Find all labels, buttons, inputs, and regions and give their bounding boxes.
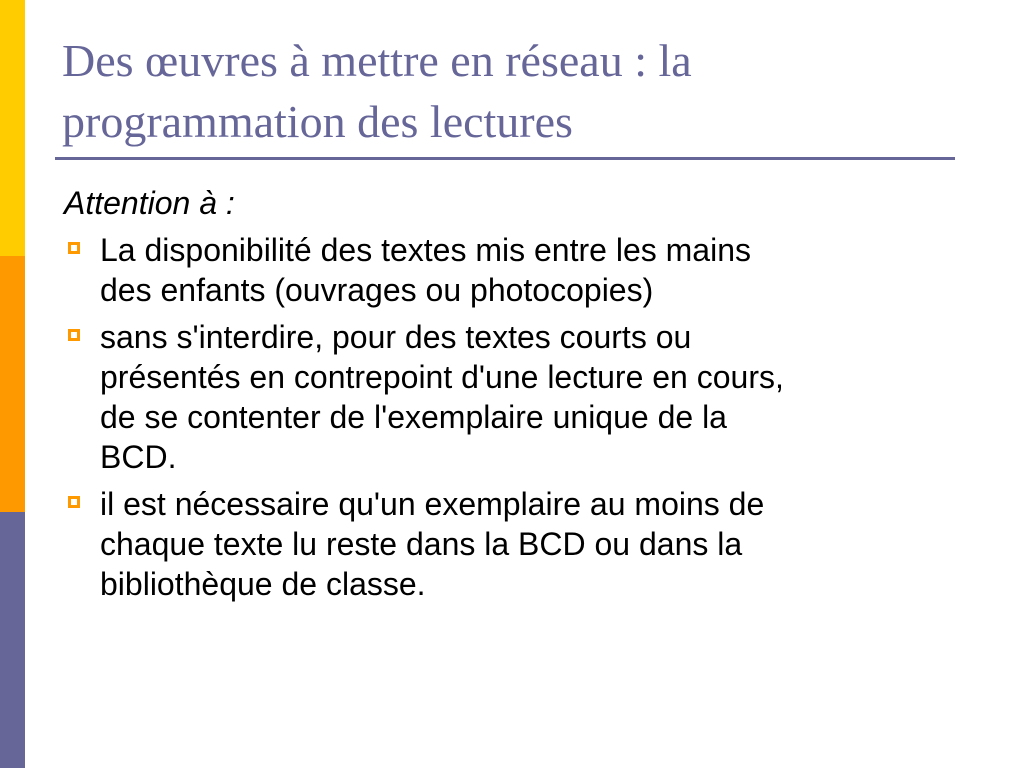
bullet-line: sans s'interdire, pour des textes courts ou	[100, 319, 692, 355]
bullet-item	[64, 317, 964, 477]
slide-body	[64, 183, 964, 611]
slide-title-line: programmation des lectures	[62, 96, 573, 147]
hollow-square-bullet-icon	[68, 242, 80, 254]
bullet-line: de se contenter de l'exemplaire unique de la	[100, 399, 727, 435]
hollow-square-bullet-icon	[68, 329, 80, 341]
bullet-item	[64, 484, 964, 604]
bullet-line: bibliothèque de classe.	[100, 566, 426, 602]
slide-title-line: Des œuvres à mettre en réseau : la	[62, 35, 692, 86]
bullet-line: La disponibilité des textes mis entre les mains	[100, 232, 751, 268]
slide-title	[62, 30, 962, 152]
title-underline-rule	[55, 157, 955, 160]
bullet-line: présentés en contrepoint d'une lecture en cours,	[100, 359, 784, 395]
side-accent-bar-purple	[0, 512, 25, 768]
hollow-square-bullet-icon	[68, 496, 80, 508]
bullet-item	[64, 230, 964, 310]
bullet-line: des enfants (ouvrages ou photocopies)	[100, 272, 654, 308]
bullet-line: il est nécessaire qu'un exemplaire au moins de	[100, 486, 765, 522]
bullet-line: BCD.	[100, 439, 177, 475]
side-accent-bar-yellow	[0, 0, 25, 256]
side-accent-bar-orange	[0, 256, 25, 512]
bullet-line: chaque texte lu reste dans la BCD ou dans la	[100, 526, 743, 562]
intro-text: Attention à :	[64, 185, 235, 221]
